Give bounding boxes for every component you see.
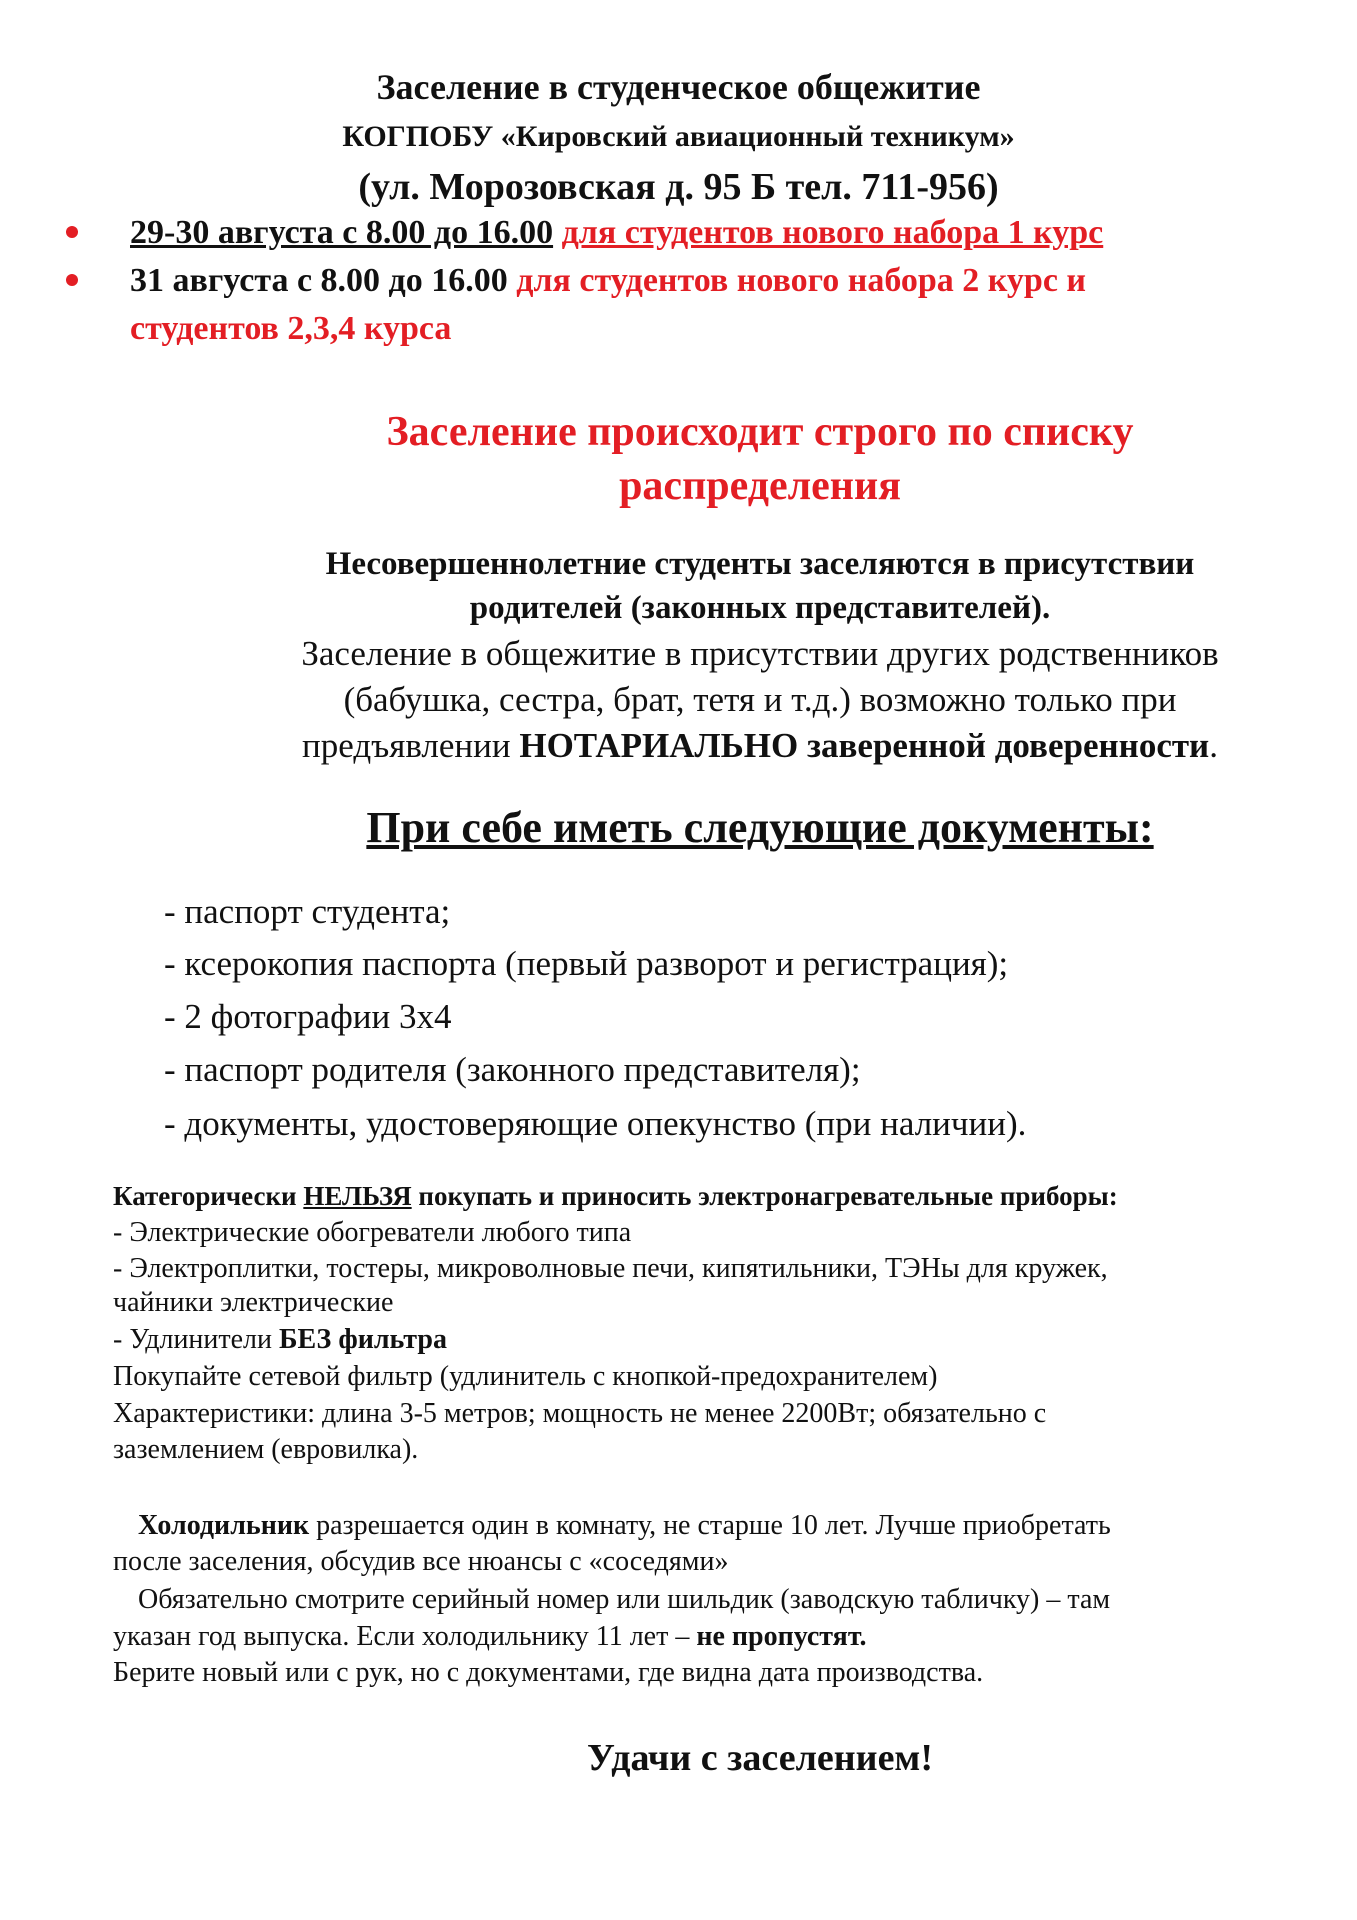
forbidden-item (113, 1324, 447, 1356)
document-item: - 2 фотографии 3х4 (164, 997, 452, 1036)
minors-line-4: (бабушка, сестра, брат, тетя и т.д.) возможно только при (343, 680, 1177, 719)
schedule-item-1 (130, 214, 1103, 252)
forbidden-item: чайники электрические (113, 1287, 394, 1318)
fridge-reject-emphasis: не пропустят. (696, 1621, 867, 1652)
fridge-text: разрешается один в комнату, не старше 10 лет. Лучше приобретать (309, 1510, 1111, 1541)
forbidden-emphasis: НЕЛЬЗЯ (303, 1181, 412, 1211)
document-item: - ксерокопия паспорта (первый разворот и регистрация); (164, 944, 1009, 983)
fridge-line-5: Берите новый или с рук, но с документами, где видна дата производства. (113, 1657, 984, 1688)
minors-line-5 (0, 726, 1357, 766)
minors-line-3: Заселение в общежитие в присутствии других родственников (301, 634, 1219, 673)
notice-line-1: Заселение происходит строго по списку (386, 409, 1134, 455)
filter-specs-cont: заземлением (евровилка). (113, 1434, 419, 1465)
fridge-line-1 (138, 1510, 1111, 1542)
fridge-emphasis: Холодильник (138, 1510, 310, 1541)
filter-specs: Характеристики: длина 3-5 метров; мощность не менее 2200Вт; обязательно с (113, 1398, 1047, 1429)
notary-emphasis: НОТАРИАЛЬНО заверенной доверенности (519, 726, 1210, 765)
fridge-year-text: указан год выпуска. Если холодильнику 11 лет – (113, 1621, 697, 1652)
document-item: - документы, удостоверяющие опекунство (при наличии). (164, 1104, 1027, 1143)
fridge-line-4 (113, 1621, 866, 1653)
filter-advice: Покупайте сетевой фильтр (удлинитель с кнопкой-предохранителем) (113, 1361, 938, 1392)
forbidden-item: - Электроплитки, тостеры, микроволновые печи, кипятильники, ТЭНы для кружек, (113, 1253, 1108, 1284)
fridge-line-2: после заселения, обсудив все нюансы с «соседями» (113, 1546, 729, 1577)
schedule-item-2 (130, 262, 1086, 300)
fridge-line-3: Обязательно смотрите серийный номер или шильдик (заводскую табличку) – там (138, 1584, 1111, 1615)
document-item: - паспорт студента; (164, 892, 451, 931)
minors-text: предъявлении (302, 726, 520, 765)
documents-heading: При себе иметь следующие документы: (366, 803, 1154, 852)
schedule-1-dates: 29-30 августа с 8.00 до 16.00 (130, 214, 554, 251)
minors-line-2: родителей (законных представителей). (469, 590, 1051, 626)
extension-emphasis: БЕЗ фильтра (279, 1324, 447, 1355)
schedule-2-group: для студентов нового набора 2 курс и (516, 262, 1086, 299)
forbidden-heading (113, 1181, 1118, 1212)
schedule-2-group-cont: студентов 2,3,4 курса (130, 310, 452, 347)
document-item: - паспорт родителя (законного представителя); (164, 1050, 861, 1089)
minors-line-1: Несовершеннолетние студенты заселяются в присутствии (325, 546, 1195, 582)
closing-message: Удачи с заселением! (587, 1737, 933, 1779)
page-title: Заселение в студенческое общежитие (376, 67, 981, 107)
forbidden-heading-a: Категорически (113, 1181, 304, 1211)
forbidden-item: - Электрические обогреватели любого типа (113, 1217, 632, 1248)
minors-period: . (1209, 726, 1218, 765)
organization-name: КОГПОБУ «Кировский авиационный техникум» (342, 120, 1015, 153)
address-phone: (ул. Морозовская д. 95 Б тел. 711-956) (358, 166, 999, 208)
schedule-2-dates: 31 августа с 8.00 до 16.00 (130, 262, 508, 299)
notice-line-2: распределения (619, 463, 901, 509)
bullet-icon (66, 226, 78, 238)
forbidden-heading-c: покупать и приносить электронагревательные приборы: (411, 1181, 1118, 1211)
schedule-1-group: для студентов нового набора 1 курс (561, 214, 1104, 251)
extension-text: - Удлинители (113, 1324, 280, 1355)
bullet-icon (66, 274, 78, 286)
